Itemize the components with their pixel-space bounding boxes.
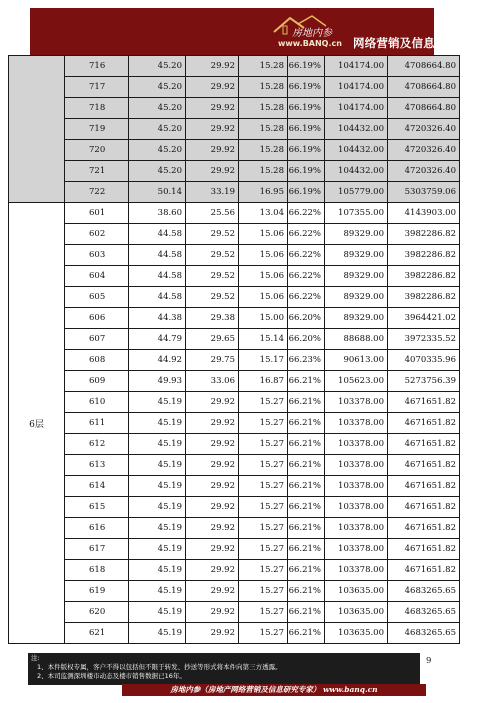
- unit-price-cell: 104174.00: [325, 77, 388, 98]
- total-area-cell: 45.20: [129, 56, 186, 77]
- efficiency-cell: 66.22%: [288, 287, 325, 308]
- shared-area-cell: 15.27: [239, 560, 288, 581]
- shared-area-cell: 15.06: [239, 287, 288, 308]
- efficiency-cell: 66.19%: [288, 161, 325, 182]
- table-row: [9, 224, 460, 245]
- shared-area-cell: 15.28: [239, 77, 288, 98]
- unit-price-cell: 103378.00: [325, 392, 388, 413]
- total-price-cell: 4671651.82: [388, 560, 460, 581]
- total-area-cell: 45.20: [129, 98, 186, 119]
- usable-area-cell: 29.75: [186, 350, 239, 371]
- total-area-cell: 44.38: [129, 308, 186, 329]
- total-price-cell: 4671651.82: [388, 455, 460, 476]
- unit-price-cell: 103635.00: [325, 581, 388, 602]
- usable-area-cell: 29.92: [186, 560, 239, 581]
- unit-price-cell: 104432.00: [325, 119, 388, 140]
- table-row: [9, 371, 460, 392]
- total-price-cell: 4720326.40: [388, 119, 460, 140]
- unit-number-cell: 610: [65, 392, 129, 413]
- unit-price-cell: 105623.00: [325, 371, 388, 392]
- efficiency-cell: 66.21%: [288, 581, 325, 602]
- total-area-cell: 45.19: [129, 392, 186, 413]
- total-area-cell: 45.20: [129, 119, 186, 140]
- usable-area-cell: 33.19: [186, 182, 239, 203]
- total-price-cell: 4720326.40: [388, 140, 460, 161]
- shared-area-cell: 15.27: [239, 455, 288, 476]
- unit-number-cell: 603: [65, 245, 129, 266]
- table-row: [9, 518, 460, 539]
- total-price-cell: 4708664.80: [388, 98, 460, 119]
- unit-number-cell: 718: [65, 98, 129, 119]
- table-row: [9, 140, 460, 161]
- shared-area-cell: 15.00: [239, 308, 288, 329]
- usable-area-cell: 29.92: [186, 518, 239, 539]
- total-price-cell: 4683265.65: [388, 602, 460, 623]
- unit-number-cell: 606: [65, 308, 129, 329]
- efficiency-cell: 66.19%: [288, 140, 325, 161]
- shared-area-cell: 16.87: [239, 371, 288, 392]
- total-price-cell: 3972335.52: [388, 329, 460, 350]
- unit-price-cell: 103635.00: [325, 602, 388, 623]
- shared-area-cell: 15.06: [239, 266, 288, 287]
- total-area-cell: 44.58: [129, 245, 186, 266]
- total-price-cell: 4143903.00: [388, 203, 460, 224]
- table-row: [9, 161, 460, 182]
- efficiency-cell: 66.21%: [288, 602, 325, 623]
- efficiency-cell: 66.23%: [288, 350, 325, 371]
- unit-number-cell: 717: [65, 77, 129, 98]
- usable-area-cell: 29.92: [186, 392, 239, 413]
- unit-number-cell: 615: [65, 497, 129, 518]
- total-price-cell: 3982286.82: [388, 287, 460, 308]
- usable-area-cell: 29.92: [186, 455, 239, 476]
- usable-area-cell: 29.92: [186, 98, 239, 119]
- unit-price-cell: 104174.00: [325, 56, 388, 77]
- unit-price-cell: 103378.00: [325, 560, 388, 581]
- table-row: [9, 245, 460, 266]
- efficiency-cell: 66.22%: [288, 266, 325, 287]
- unit-price-cell: 103378.00: [325, 434, 388, 455]
- unit-price-cell: 103378.00: [325, 497, 388, 518]
- shared-area-cell: 15.28: [239, 140, 288, 161]
- efficiency-cell: 66.21%: [288, 413, 325, 434]
- shared-area-cell: 15.27: [239, 623, 288, 644]
- unit-number-cell: 617: [65, 539, 129, 560]
- total-price-cell: 4720326.40: [388, 161, 460, 182]
- table-row: [9, 623, 460, 644]
- table-row: [9, 392, 460, 413]
- unit-number-cell: 609: [65, 371, 129, 392]
- usable-area-cell: 29.52: [186, 287, 239, 308]
- total-area-cell: 44.58: [129, 224, 186, 245]
- efficiency-cell: 66.21%: [288, 518, 325, 539]
- usable-area-cell: 29.92: [186, 56, 239, 77]
- table-row: [9, 56, 460, 77]
- total-price-cell: 3982286.82: [388, 245, 460, 266]
- notes-line-2: 2、本司监测深圳楼市动态及楼市销售数据已16年。: [37, 672, 186, 680]
- shared-area-cell: 15.27: [239, 413, 288, 434]
- table-row: [9, 98, 460, 119]
- total-price-cell: 4671651.82: [388, 539, 460, 560]
- unit-number-cell: 618: [65, 560, 129, 581]
- shared-area-cell: 15.28: [239, 56, 288, 77]
- efficiency-cell: 66.21%: [288, 476, 325, 497]
- total-price-cell: 4708664.80: [388, 77, 460, 98]
- table-row: [9, 539, 460, 560]
- total-area-cell: 44.58: [129, 287, 186, 308]
- unit-number-cell: 719: [65, 119, 129, 140]
- total-area-cell: 45.20: [129, 161, 186, 182]
- usable-area-cell: 29.52: [186, 224, 239, 245]
- unit-price-cell: 103635.00: [325, 623, 388, 644]
- table-row: [9, 602, 460, 623]
- total-area-cell: 45.19: [129, 413, 186, 434]
- unit-price-cell: 88688.00: [325, 329, 388, 350]
- usable-area-cell: 29.92: [186, 140, 239, 161]
- total-area-cell: 45.19: [129, 455, 186, 476]
- unit-number-cell: 607: [65, 329, 129, 350]
- usable-area-cell: 29.38: [186, 308, 239, 329]
- efficiency-cell: 66.22%: [288, 245, 325, 266]
- shared-area-cell: 15.14: [239, 329, 288, 350]
- total-price-cell: 3982286.82: [388, 224, 460, 245]
- total-area-cell: 50.14: [129, 182, 186, 203]
- total-price-cell: 3964421.02: [388, 308, 460, 329]
- header-banner: [30, 8, 482, 55]
- unit-number-cell: 720: [65, 140, 129, 161]
- table-row: [9, 287, 460, 308]
- unit-number-cell: 621: [65, 623, 129, 644]
- total-area-cell: 45.19: [129, 518, 186, 539]
- table-row: [9, 497, 460, 518]
- total-price-cell: 4683265.65: [388, 581, 460, 602]
- usable-area-cell: 29.65: [186, 329, 239, 350]
- unit-number-cell: 612: [65, 434, 129, 455]
- notes-box: [28, 653, 420, 685]
- total-price-cell: 4708664.80: [388, 56, 460, 77]
- shared-area-cell: 15.06: [239, 224, 288, 245]
- shared-area-cell: 15.27: [239, 392, 288, 413]
- efficiency-cell: 66.19%: [288, 98, 325, 119]
- total-area-cell: 45.19: [129, 560, 186, 581]
- table-row: [9, 476, 460, 497]
- shared-area-cell: 15.17: [239, 350, 288, 371]
- total-area-cell: 44.58: [129, 266, 186, 287]
- shared-area-cell: 15.27: [239, 539, 288, 560]
- total-area-cell: 45.19: [129, 623, 186, 644]
- table-row: [9, 182, 460, 203]
- unit-number-cell: 602: [65, 224, 129, 245]
- total-price-cell: 4683265.65: [388, 623, 460, 644]
- unit-number-cell: 722: [65, 182, 129, 203]
- shared-area-cell: 16.95: [239, 182, 288, 203]
- floor-cell: 6层: [9, 203, 65, 644]
- total-area-cell: 45.19: [129, 539, 186, 560]
- total-price-cell: 4671651.82: [388, 392, 460, 413]
- unit-price-cell: 89329.00: [325, 245, 388, 266]
- efficiency-cell: 66.21%: [288, 560, 325, 581]
- unit-number-cell: 611: [65, 413, 129, 434]
- unit-number-cell: 601: [65, 203, 129, 224]
- efficiency-cell: 66.19%: [288, 77, 325, 98]
- total-price-cell: 4671651.82: [388, 413, 460, 434]
- total-price-cell: 4671651.82: [388, 518, 460, 539]
- table-row: [9, 329, 460, 350]
- unit-price-cell: 89329.00: [325, 266, 388, 287]
- table-row: [9, 203, 460, 224]
- usable-area-cell: 29.52: [186, 266, 239, 287]
- efficiency-cell: 66.20%: [288, 308, 325, 329]
- shared-area-cell: 13.04: [239, 203, 288, 224]
- efficiency-cell: 66.19%: [288, 119, 325, 140]
- efficiency-cell: 66.20%: [288, 329, 325, 350]
- table-row: [9, 413, 460, 434]
- shared-area-cell: 15.27: [239, 434, 288, 455]
- usable-area-cell: 29.92: [186, 497, 239, 518]
- total-area-cell: 44.79: [129, 329, 186, 350]
- usable-area-cell: 29.92: [186, 581, 239, 602]
- total-area-cell: 45.19: [129, 434, 186, 455]
- usable-area-cell: 29.92: [186, 413, 239, 434]
- header-title: 网络营销及信息研究专家: [353, 36, 482, 50]
- efficiency-cell: 66.22%: [288, 224, 325, 245]
- logo-name: 房地内参: [292, 28, 332, 39]
- unit-number-cell: 614: [65, 476, 129, 497]
- total-price-cell: 5273756.39: [388, 371, 460, 392]
- unit-number-cell: 721: [65, 161, 129, 182]
- unit-price-cell: 103378.00: [325, 539, 388, 560]
- shared-area-cell: 15.06: [239, 245, 288, 266]
- efficiency-cell: 66.19%: [288, 182, 325, 203]
- shared-area-cell: 15.28: [239, 98, 288, 119]
- unit-price-cell: 90613.00: [325, 350, 388, 371]
- unit-price-cell: 103378.00: [325, 476, 388, 497]
- usable-area-cell: 29.92: [186, 119, 239, 140]
- unit-price-cell: 104432.00: [325, 161, 388, 182]
- table-row: [9, 77, 460, 98]
- total-price-cell: 4070335.96: [388, 350, 460, 371]
- unit-number-cell: 608: [65, 350, 129, 371]
- table-row: [9, 350, 460, 371]
- usable-area-cell: 29.52: [186, 245, 239, 266]
- usable-area-cell: 29.92: [186, 434, 239, 455]
- total-area-cell: 44.92: [129, 350, 186, 371]
- total-price-cell: 4671651.82: [388, 497, 460, 518]
- shared-area-cell: 15.27: [239, 497, 288, 518]
- shared-area-cell: 15.28: [239, 161, 288, 182]
- shared-area-cell: 15.28: [239, 119, 288, 140]
- efficiency-cell: 66.21%: [288, 455, 325, 476]
- usable-area-cell: 29.92: [186, 161, 239, 182]
- table-row: [9, 308, 460, 329]
- notes-heading: 注:: [31, 654, 40, 662]
- shared-area-cell: 15.27: [239, 602, 288, 623]
- unit-price-cell: 103378.00: [325, 518, 388, 539]
- notes-line-1: 1、本件版权专属，客户不得以包括但不限于转发、抄送等形式将本件向第三方透露。: [37, 663, 282, 671]
- efficiency-cell: 66.21%: [288, 539, 325, 560]
- unit-number-cell: 716: [65, 56, 129, 77]
- total-price-cell: 5303759.06: [388, 182, 460, 203]
- usable-area-cell: 29.92: [186, 476, 239, 497]
- unit-number-cell: 616: [65, 518, 129, 539]
- unit-number-cell: 605: [65, 287, 129, 308]
- unit-price-cell: 104174.00: [325, 98, 388, 119]
- total-area-cell: 45.19: [129, 497, 186, 518]
- unit-price-cell: 89329.00: [325, 308, 388, 329]
- unit-number-cell: 613: [65, 455, 129, 476]
- total-price-cell: 4671651.82: [388, 476, 460, 497]
- efficiency-cell: 66.22%: [288, 203, 325, 224]
- usable-area-cell: 29.92: [186, 623, 239, 644]
- total-area-cell: 45.19: [129, 602, 186, 623]
- unit-number-cell: 604: [65, 266, 129, 287]
- unit-price-cell: 103378.00: [325, 413, 388, 434]
- total-price-cell: 4671651.82: [388, 434, 460, 455]
- unit-number-cell: 619: [65, 581, 129, 602]
- unit-price-cell: 107355.00: [325, 203, 388, 224]
- total-area-cell: 45.20: [129, 77, 186, 98]
- table-row: [9, 560, 460, 581]
- unit-number-cell: 620: [65, 602, 129, 623]
- table-row: [9, 581, 460, 602]
- table-row: [9, 266, 460, 287]
- unit-price-cell: 103378.00: [325, 455, 388, 476]
- total-area-cell: 38.60: [129, 203, 186, 224]
- efficiency-cell: 66.21%: [288, 623, 325, 644]
- table-row: [9, 455, 460, 476]
- total-area-cell: 45.19: [129, 476, 186, 497]
- efficiency-cell: 66.19%: [288, 56, 325, 77]
- usable-area-cell: 29.92: [186, 539, 239, 560]
- efficiency-cell: 66.21%: [288, 434, 325, 455]
- total-price-cell: 3982286.82: [388, 266, 460, 287]
- total-area-cell: 45.20: [129, 140, 186, 161]
- usable-area-cell: 29.92: [186, 602, 239, 623]
- page-number: 9: [426, 656, 432, 666]
- efficiency-cell: 66.21%: [288, 371, 325, 392]
- logo-url: www.BANQ.cn: [278, 39, 342, 48]
- unit-price-cell: 105779.00: [325, 182, 388, 203]
- floor-cell: [9, 56, 65, 203]
- usable-area-cell: 29.92: [186, 77, 239, 98]
- footer-banner: 房地内参（房地产网络营销及信息研究专家） www.banq.cn: [122, 684, 426, 696]
- unit-price-cell: 89329.00: [325, 287, 388, 308]
- usable-area-cell: 25.56: [186, 203, 239, 224]
- unit-price-cell: 104432.00: [325, 140, 388, 161]
- shared-area-cell: 15.27: [239, 518, 288, 539]
- total-area-cell: 49.93: [129, 371, 186, 392]
- shared-area-cell: 15.27: [239, 476, 288, 497]
- unit-price-cell: 89329.00: [325, 224, 388, 245]
- usable-area-cell: 33.06: [186, 371, 239, 392]
- efficiency-cell: 66.21%: [288, 392, 325, 413]
- table-row: [9, 119, 460, 140]
- table-row: [9, 434, 460, 455]
- unit-sales-table: [8, 55, 460, 644]
- efficiency-cell: 66.21%: [288, 497, 325, 518]
- shared-area-cell: 15.27: [239, 581, 288, 602]
- total-area-cell: 45.19: [129, 581, 186, 602]
